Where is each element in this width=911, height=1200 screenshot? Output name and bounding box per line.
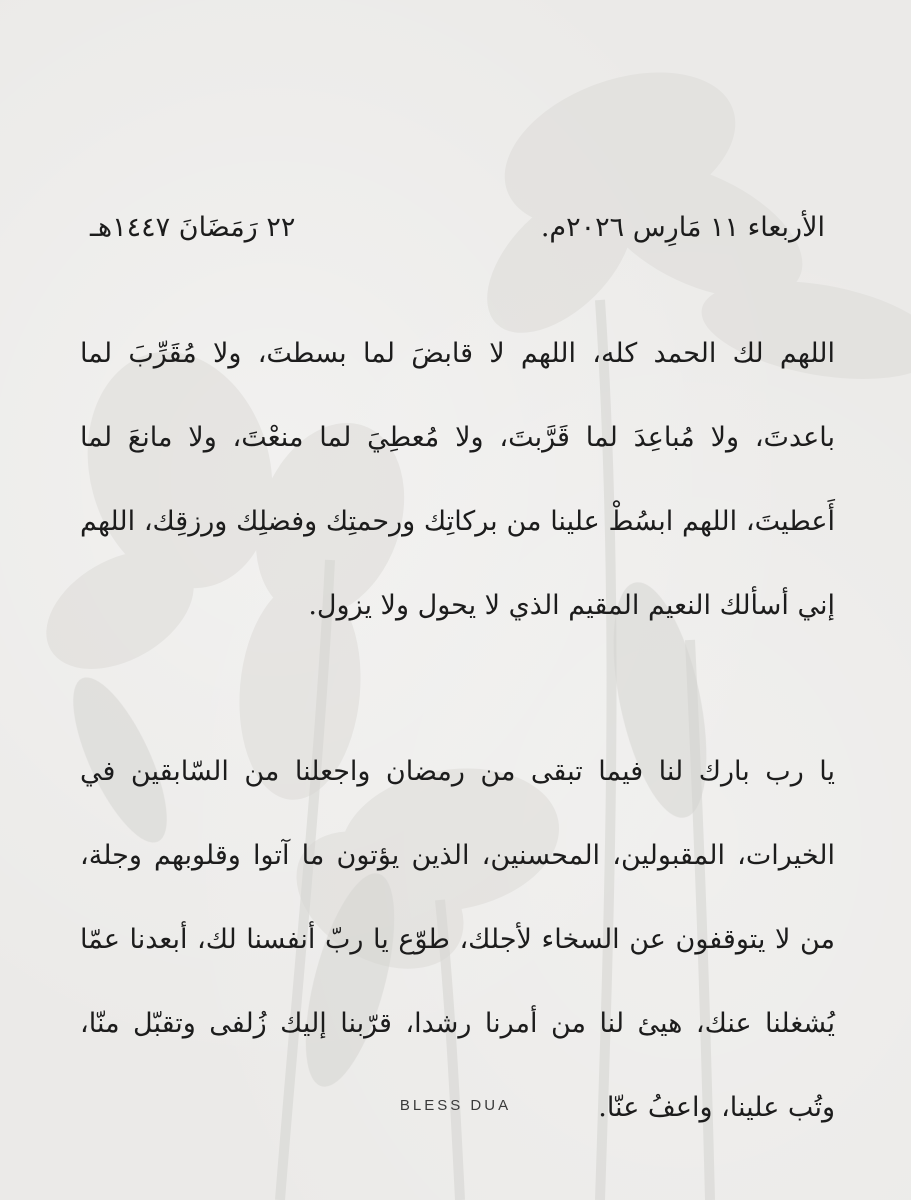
hijri-date: ٢٢ رَمَضَانَ ١٤٤٧هـ	[90, 212, 296, 243]
footer-brand: BLESS DUA	[399, 1097, 512, 1114]
dua-paragraph-2: يا رب بارك لنا فيما تبقى من رمضان واجعلنا من السّابقين في الخيرات، المقبولين، المحسنين، الذين يؤتون ما آتوا وقلوبهم وجلة، من لا يتوقفون عن السخاء لأجلك، طوّع يا ربّ أنفسنا لك، أبعدنا عمّا يُشغلنا عنك، هيئ لنا من أمرنا رشدا، قرّبنا إليك زُلفى وتقبّل منّا، وتُب علينا، واعفُ عنّا.	[80, 756, 835, 1123]
date-header	[90, 212, 825, 262]
dua-paragraph-1: اللهم لك الحمد كله، اللهم لا قابضَ لما بسطتَ، ولا مُقَرِّبَ لما باعدتَ، ولا مُباعِدَ لما قَرَّبتَ، ولا مُعطِيَ لما منعْتَ، ولا مانعَ لما أَعطيتَ، اللهم ابسُطْ علينا من بركاتِك ورحمتِك وفضلِك ورزقِك، اللهم إني أسألك النعيم المقيم الذي لا يحول ولا يزول.	[80, 338, 835, 621]
gregorian-date: الأربعاء ١١ مَارِس ٢٠٢٦م.	[540, 212, 825, 243]
